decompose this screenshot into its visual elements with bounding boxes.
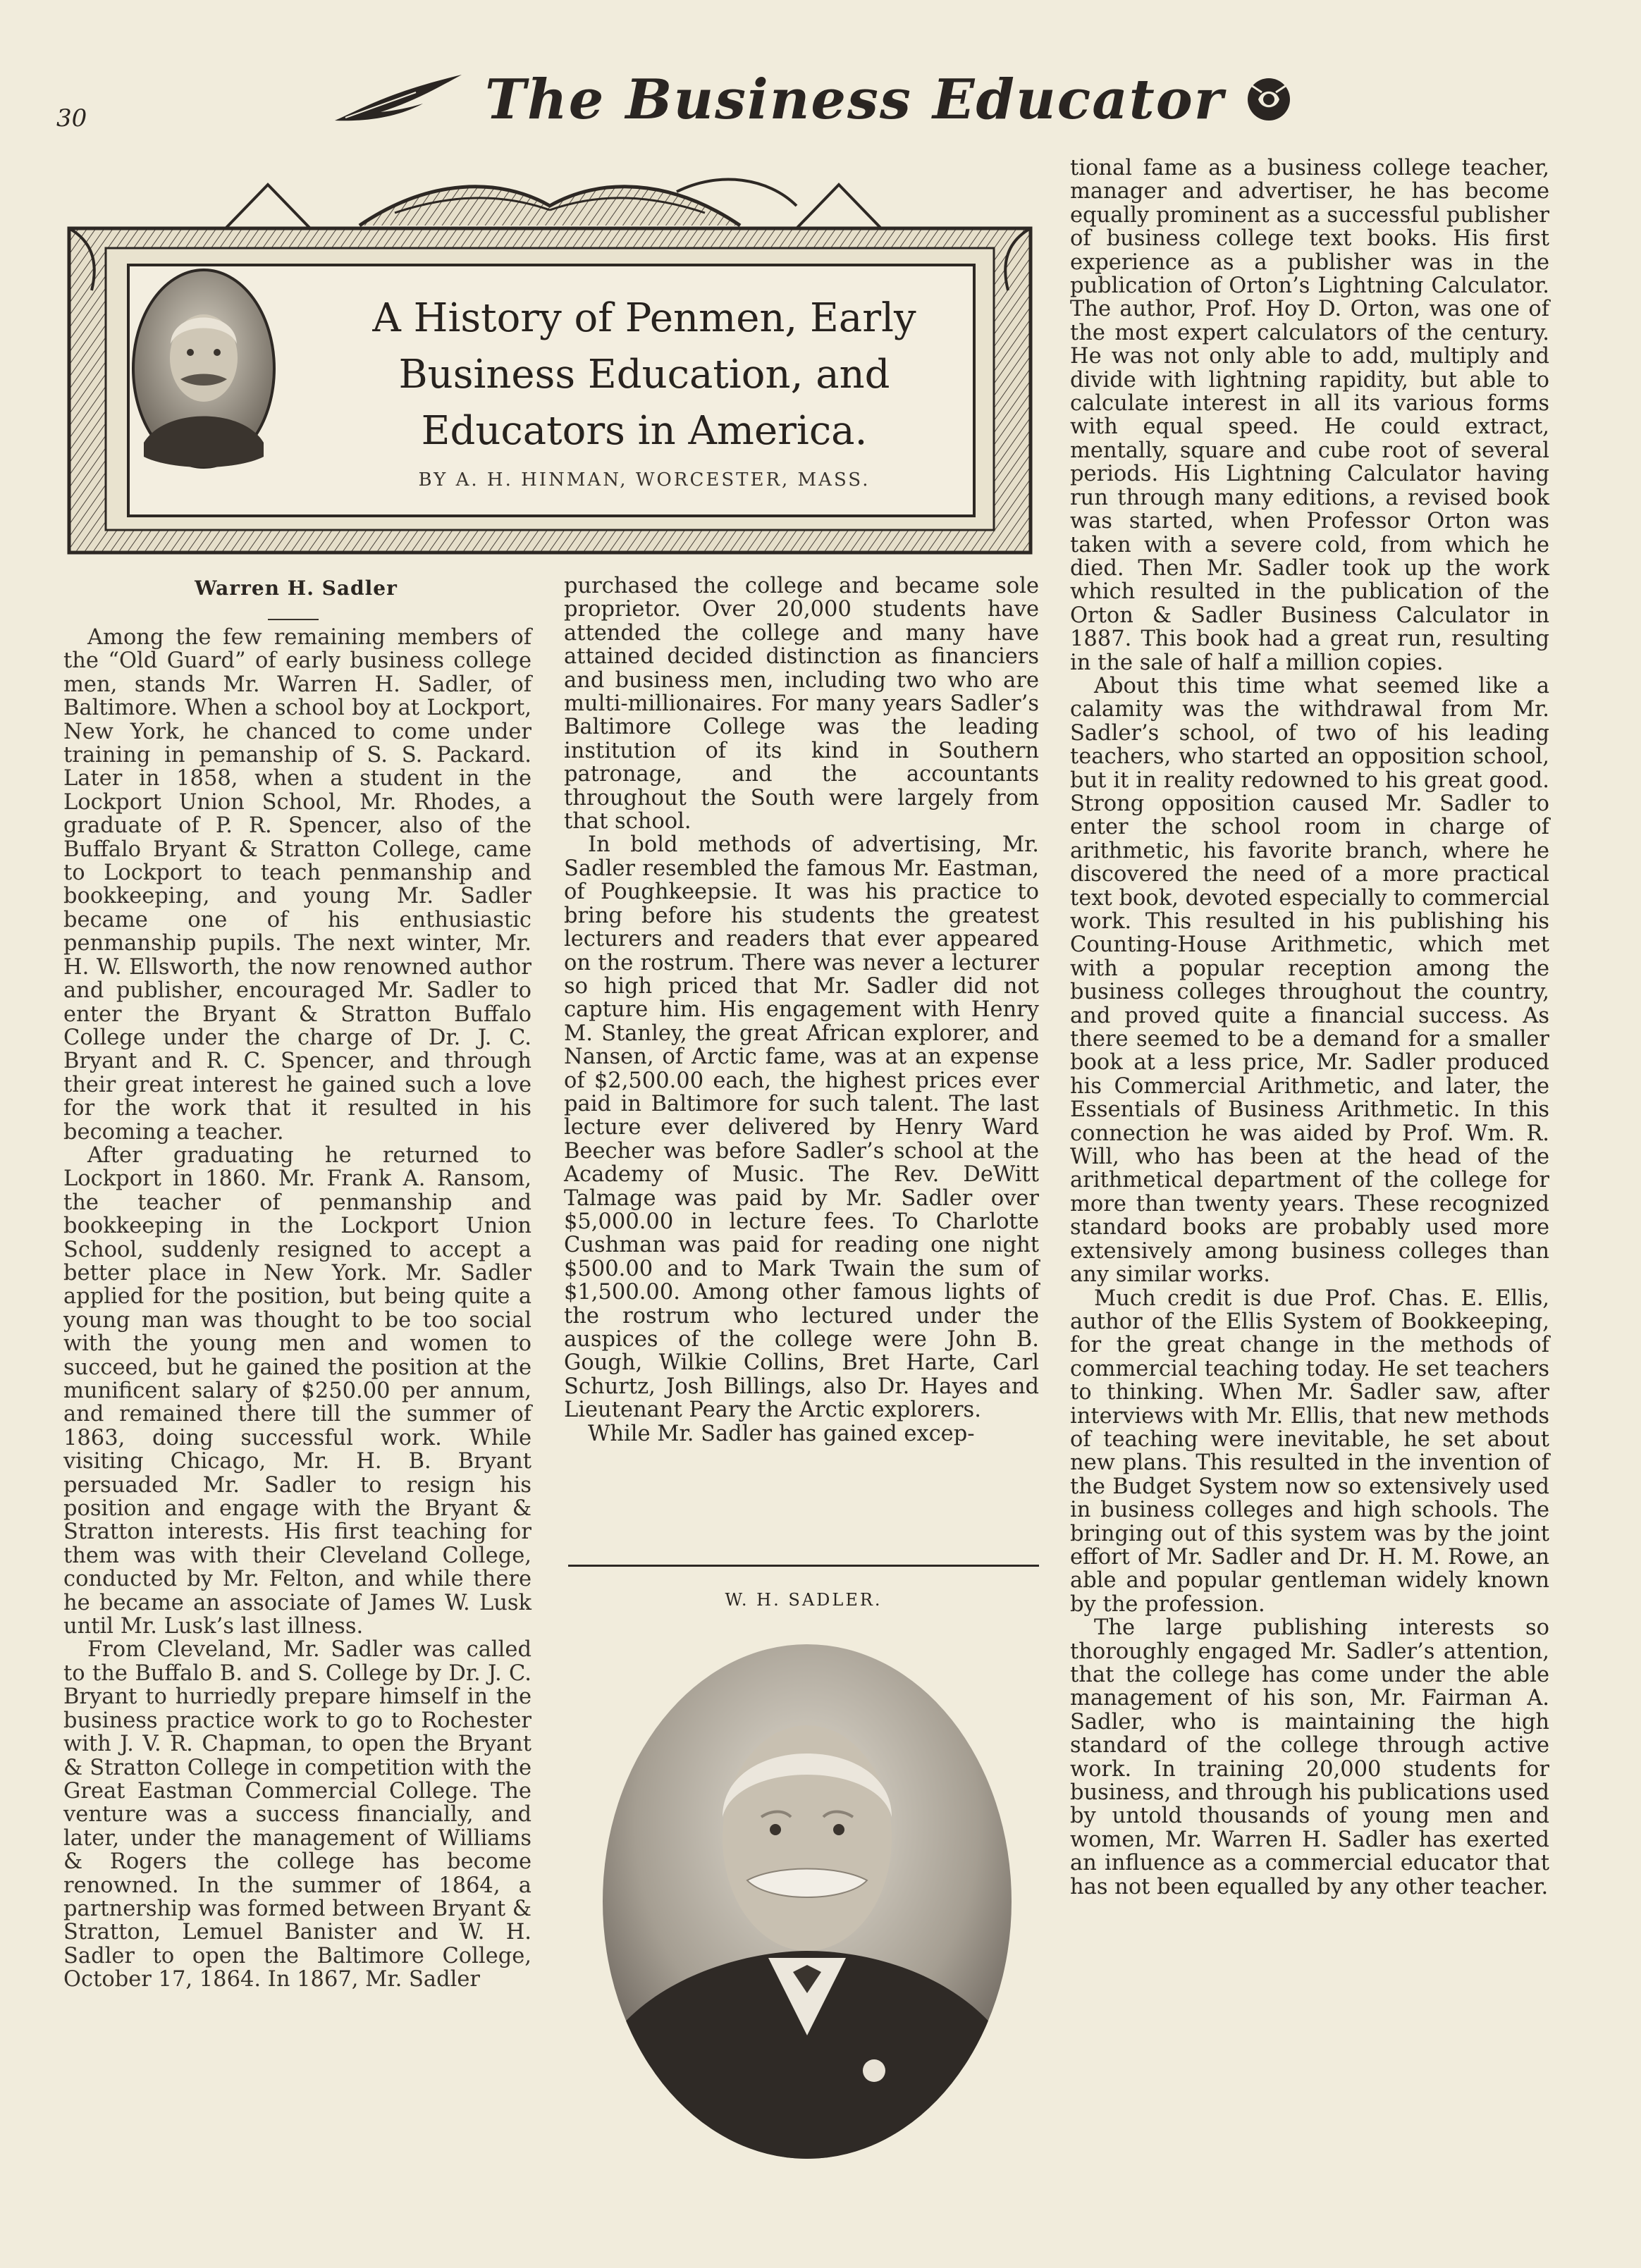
- heading-rule: [268, 619, 319, 620]
- title-line-3: Educators in America.: [421, 408, 868, 454]
- portrait-small: [130, 266, 278, 471]
- masthead: [331, 68, 1297, 131]
- quill-icon: [331, 71, 465, 128]
- seal-icon: [1244, 75, 1293, 124]
- paragraph: Much credit is due Prof. Chas. E. Ellis, author of the Ellis System of Bookkeeping, for the great change in the methods of commercial teaching today. He set teachers to thinking. When Mr. Sadler saw, after interviews with Mr. Ellis, that new methods of teaching were inevitable, he set about new plans. This resulted in the invention of the Budget System now so extensively used in business colleges and high schools. The bringing out of this system was by the joint effort of Mr. Sadler and Dr. H. M. Rowe, an able and popular gentleman widely known by the profession.: [1070, 1286, 1549, 1617]
- header-banner: [63, 164, 1036, 558]
- paragraph: In bold methods of advertising, Mr. Sadler resembled the famous Mr. Eastman, of Poughkeepsie. It was his practice to bring before his students the greatest lecturers and readers that ever appeared on the rostrum. There was never a lecturer so high priced that Mr. Sadler did not capture him. His engagement with Henry M. Stanley, the great African explorer, and Nansen, of Arctic fame, was at an expense of $2,500.00 each, the highest prices ever paid in Baltimore for such talent. The last lecture ever delivered by Henry Ward Beecher was before Sadler’s school at the Academy of Music. The Rev. DeWitt Talmage was paid by Mr. Sadler over $5,000.00 in lecture fees. To Charlotte Cushman was paid for reading one night $500.00 and to Mark Twain the sum of $1,500.00. Among other famous lights of the rostrum who lectured under the auspices of the college were John B. Gough, Wilkie Collins, Bret Harte, Carl Schurtz, Josh Billings, also Dr. Hayes and Lieutenant Peary the Arctic explorers.: [564, 832, 1039, 1423]
- title-line-2: Business Education, and: [398, 352, 890, 397]
- section-heading: Warren H. Sadler: [195, 577, 398, 600]
- article-column-2: [564, 574, 1039, 1446]
- photo-caption: W. H. SADLER.: [725, 1590, 883, 1610]
- paragraph: While Mr. Sadler has gained excep-: [588, 1421, 975, 1446]
- paragraph: tional fame as a business college teacher, manager and advertiser, he has become equally prominent as a successful publisher of business college text books. His first experience as a publisher was in the publication of Orton’s Lightning Calculator. The author, Prof. Hoy D. Orton, was one of the most expert calculators of the century. He was not only able to add, multiply and divide with lightning rapidity, but able to calculate interest in all its various forms with equal speed. He could extract, mentally, square and cube root of several periods. His Lightning Calculator having run through many editions, a revised book was started, when Professor Orton was taken with a severe cold, from which he died. Then Mr. Sadler took up the work which resulted in the publication of the Orton & Sadler Business Calculator in 1887. This book had a great run, resulting in the sale of half a million copies.: [1070, 156, 1549, 675]
- paragraph: After graduating he returned to Lockport in 1860. Mr. Frank A. Ransom, the teacher of penmanship and bookkeeping in the Lockport Union School, suddenly resigned to accept a better place in New York. Mr. Sadler applied for the position, but being quite a young man was thought to be too social with the young men and women to succeed, but he gained the position at the munificent salary of $250.00 per annum, and remained there till the summer of 1863, doing successful work. While visiting Chicago, Mr. H. B. Bryant persuaded Mr. Sadler to resign his position and engage with the Bryant & Stratton interests. His first teaching for them was with their Cleveland College, conducted by Mr. Felton, and while there he became an associate of James W. Lusk until Mr. Lusk’s last illness.: [63, 1142, 531, 1639]
- article-column-3: [1070, 156, 1549, 1899]
- byline: BY A. H. HINMAN, WORCESTER, MASS.: [418, 469, 871, 491]
- paragraph: From Cleveland, Mr. Sadler was called to the Buffalo B. and S. College by Dr. J. C. Bryant to hurriedly prepare himself in the business practice work to go to Rochester with J. V. R. Chapman, to open the Bryant & Stratton College in competition with the Great Eastman Commercial College. The venture was a success financially, and later, under the management of Williams & Rogers the college has become renowned. In the summer of 1864, a partnership was formed between Bryant & Stratton, Lemuel Banister and W. H. Sadler to open the Baltimore College, October 17, 1864. In 1867, Mr. Sadler: [63, 1637, 531, 1992]
- photo-divider: [568, 1565, 1039, 1567]
- article-column-1: [63, 626, 531, 1992]
- page-number: 30: [56, 104, 87, 132]
- paragraph: The large publishing interests so thoroughly engaged Mr. Sadler’s attention, that the college has come under the able management of his son, Mr. Fairman A. Sadler, who is maintaining the high standard of the college through active work. In training 20,000 students for business, and through his publications used by untold thousands of young men and women, Mr. Warren H. Sadler has exerted an influence as a commercial educator that has not been equalled by any other teacher.: [1070, 1615, 1549, 1899]
- paragraph: About this time what seemed like a calamity was the withdrawal from Mr. Sadler’s school, of two of his leading teachers, who started an opposition school, but it in reality redowned to his great good. Strong opposition caused Mr. Sadler to enter the school room in charge of arithmetic, his favorite branch, where he discovered the need of a more practical text book, devoted especially to commercial work. This resulted in his publishing his Counting-House Arithmetic, which met with a popular reception among the business colleges throughout the country, and proved quite a financial success. As there seemed to be a demand for a smaller book at a less price, Mr. Sadler produced his Commercial Arithmetic, and later, the Essentials of Business Arithmetic. In this connection he was aided by Prof. Wm. R. Will, who has been at the head of the arithmetical department of the college for more than twenty years. These recognized standard books are probably used more extensively among business colleges than any similar works.: [1070, 673, 1550, 1288]
- title-line-1: A History of Penmen, Early: [372, 295, 916, 341]
- portrait-large: [599, 1641, 1015, 2162]
- paragraph: Among the few remaining members of the “Old Guard” of early business college men, stands Mr. Warren H. Sadler, of Baltimore. When a school boy at Lockport, New York, he chanced to come under training in pemanship of S. S. Packard. Later in 1858, when a student in the Lockport Union School, Mr. Rhodes, a graduate of P. R. Spencer, also of the Buffalo Bryant & Stratton College, came to Lockport to teach penmanship and bookkeeping, and young Mr. Sadler became one of his enthusiastic penmanship pupils. The next winter, Mr. H. W. Ellsworth, the now renowned author and publisher, encouraged Mr. Sadler to enter the Bryant & Stratton Buffalo College under the charge of Dr. J. C. Bryant and R. C. Spencer, and through their great interest he gained such a love for the work that it resulted in his becoming a teacher.: [63, 625, 531, 1145]
- masthead-title: The Business Educator: [485, 67, 1224, 132]
- history-title: [334, 290, 954, 460]
- title-panel: [127, 264, 976, 517]
- paragraph: purchased the college and became sole proprietor. Over 20,000 students have attended the college and many have attained decided distinction as financiers and business men, including two who are multi-millionaires. For many years Sadler’s Baltimore College was the leading institution of its kind in Southern patronage, and the accountants throughout the South were largely from that school.: [564, 574, 1039, 834]
